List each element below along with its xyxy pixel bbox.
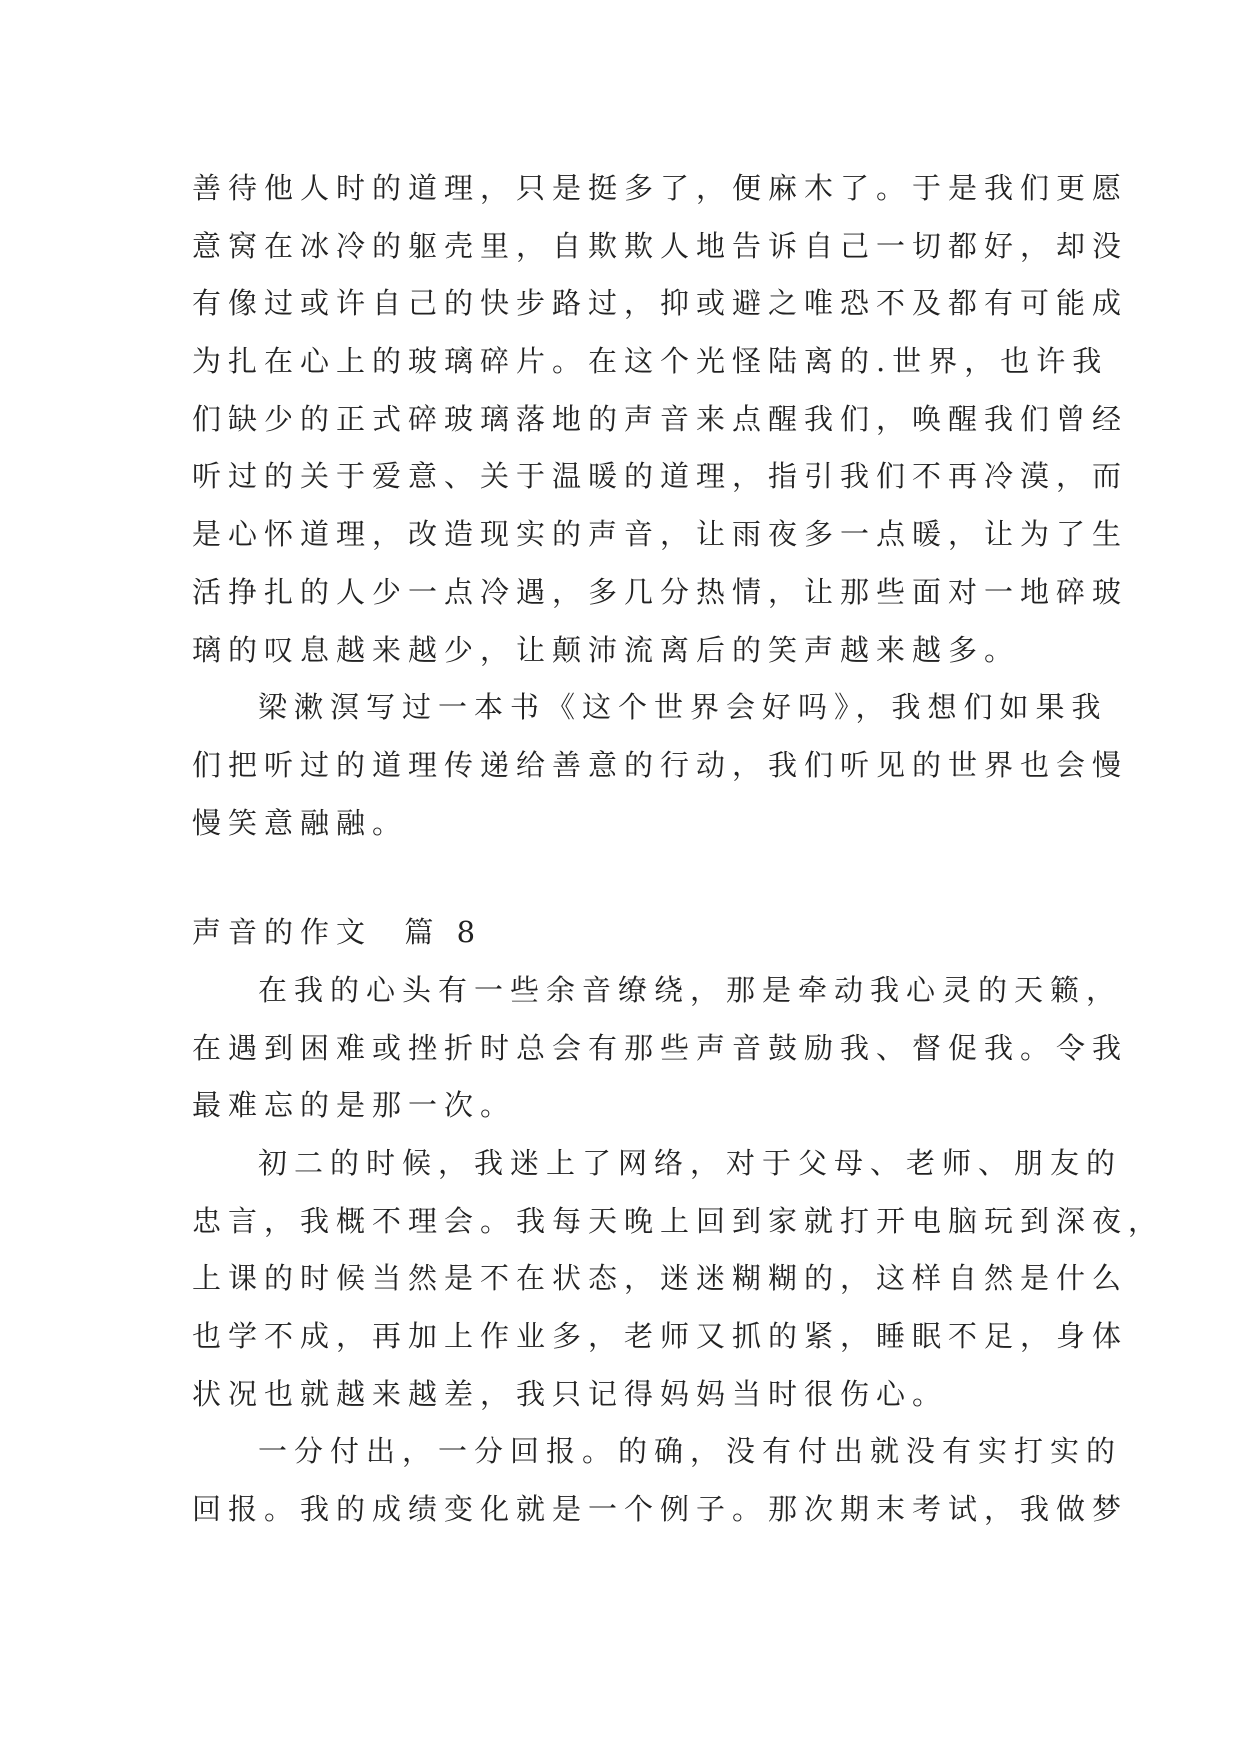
- paragraph: [192, 1423, 1129, 1538]
- text-line: 们把听过的道理传递给善意的行动，我们听见的世界也会慢: [192, 747, 1129, 782]
- paragraph: [192, 679, 1129, 852]
- paragraph-continuation: [192, 160, 1129, 679]
- document-body: [192, 160, 1165, 1539]
- text-line: 意窝在冰冷的躯壳里，自欺欺人地告诉自己一切都好，却没: [192, 228, 1129, 263]
- text-line: 一分付出，一分回报。的确，没有付出就没有实打实的: [258, 1434, 1123, 1469]
- text-line: 善待他人时的道理，只是挺多了，便麻木了。于是我们更愿: [192, 171, 1129, 205]
- paragraph: [192, 1135, 1165, 1423]
- text-line: 们缺少的正式碎玻璃落地的声音来点醒我们，唤醒我们曾经: [192, 401, 1129, 436]
- text-line: 也学不成，再加上作业多，老师又抓的紧，睡眠不足，身体: [192, 1319, 1129, 1354]
- text-line: 初二的时候，我迷上了网络，对于父母、老师、朋友的: [258, 1146, 1123, 1180]
- text-line: 慢笑意融融。: [192, 805, 409, 840]
- text-line: 状况也就越来越差，我只记得妈妈当时很伤心。: [192, 1376, 949, 1411]
- text-line: 听过的关于爱意、关于温暖的道理，指引我们不再冷漠，而: [192, 459, 1129, 494]
- section-heading: 声音的作文 篇 8: [192, 915, 483, 950]
- text-line: 忠言，我概不理会。我每天晚上回到家就打开电脑玩到深夜，: [192, 1203, 1165, 1238]
- text-line: 璃的叹息越来越少，让颠沛流离后的笑声越来越多。: [192, 632, 1021, 667]
- text-line: 上课的时候当然是不在状态，迷迷糊糊的，这样自然是什么: [192, 1261, 1129, 1296]
- text-line: 回报。我的成绩变化就是一个例子。那次期末考试，我做梦: [192, 1492, 1129, 1527]
- text-line: 活挣扎的人少一点冷遇，多几分热情，让那些面对一地碎玻: [192, 574, 1129, 609]
- text-line: 在遇到困难或挫折时总会有那些声音鼓励我、督促我。令我: [192, 1030, 1129, 1065]
- text-line: 最难忘的是那一次。: [192, 1088, 517, 1123]
- paragraph: [192, 962, 1129, 1135]
- text-line: 在我的心头有一些余音缭绕，那是牵动我心灵的天籁，: [258, 972, 1123, 1007]
- text-line: 有像过或许自己的快步路过，抑或避之唯恐不及都有可能成: [192, 286, 1129, 321]
- section-spacer: [192, 852, 1052, 904]
- text-line: 为扎在心上的玻璃碎片。在这个光怪陆离的.世界，也许我: [192, 344, 1109, 379]
- text-line: 梁漱溟写过一本书《这个世界会好吗》，我想们如果我: [258, 690, 1108, 725]
- text-line: 是心怀道理，改造现实的声音，让雨夜多一点暖，让为了生: [192, 517, 1129, 552]
